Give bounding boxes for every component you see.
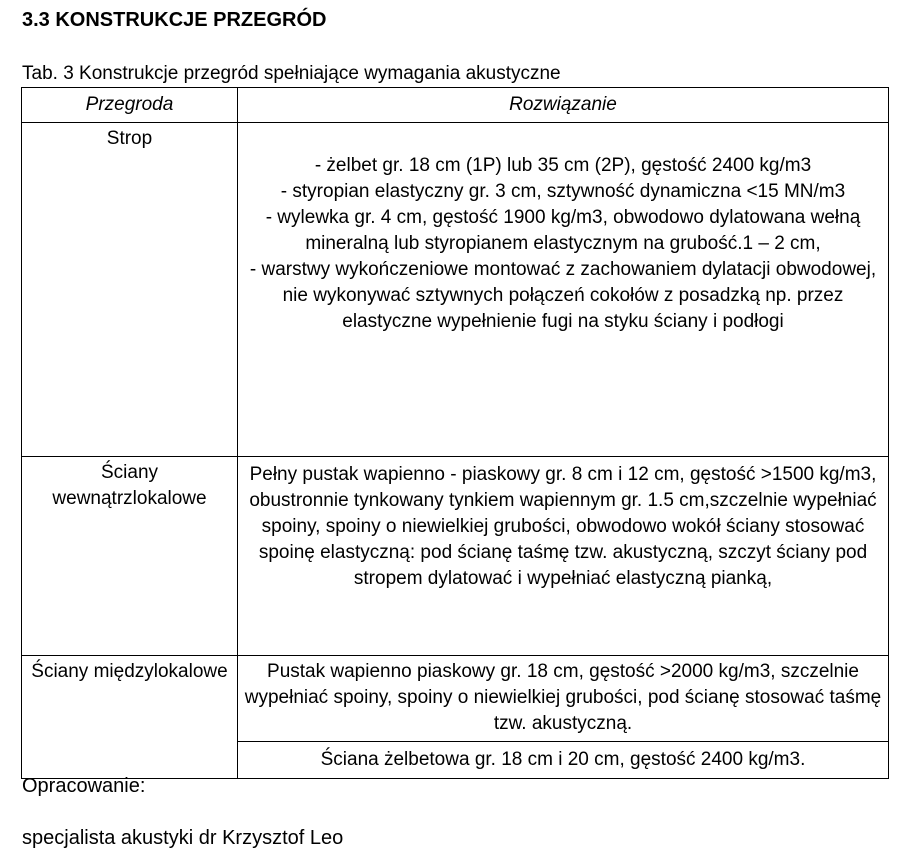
- solution-line: - żelbet gr. 18 cm (1P) lub 35 cm (2P), gęstość 2400 kg/m3: [314, 155, 812, 176]
- partition-solution: [238, 457, 889, 656]
- header-przegroda: Przegroda: [22, 88, 238, 123]
- partitions-table: [21, 87, 889, 779]
- partition-solution: [238, 742, 889, 779]
- table-row: [22, 656, 889, 742]
- solution-line: - warstwy wykończeniowe montować z zachowaniem dylatacji obwodowej, nie wykonywać sztywnych połączeń cokołów z posadzką np. przez elastyczne wypełnienie fugi na styku ściany i podłogi: [249, 259, 877, 332]
- header-rozwiazanie: Rozwiązanie: [238, 88, 889, 123]
- author-line: specjalista akustyki dr Krzysztof Leo: [22, 827, 344, 849]
- solution-line: - wylewka gr. 4 cm, gęstość 1900 kg/m3, obwodowo dylatowana wełną mineralną lub styropianem elastycznym na grubość.1 – 2 cm,: [265, 207, 861, 254]
- table-caption: Tab. 3 Konstrukcje przegród spełniające wymagania akustyczne: [22, 63, 561, 84]
- partition-solution: [238, 656, 889, 742]
- prepared-by-label: Opracowanie:: [22, 775, 146, 797]
- section-heading: 3.3 KONSTRUKCJE PRZEGRÓD: [22, 9, 327, 31]
- partition-solution: [238, 123, 889, 457]
- table-row: [22, 457, 889, 656]
- solution-line: Ściana żelbetowa gr. 18 cm i 20 cm, gęstość 2400 kg/m3.: [320, 749, 806, 770]
- solution-line: - styropian elastyczny gr. 3 cm, sztywność dynamiczna <15 MN/m3: [280, 181, 846, 202]
- solution-line: Pustak wapienno piaskowy gr. 18 cm, gęstość >2000 kg/m3, szczelnie wypełniać spoiny, spoiny o niewielkiej grubości, pod ścianę stosować taśmę tzw. akustyczną.: [244, 661, 882, 734]
- partition-name: Ściany wewnątrzlokalowe: [22, 457, 238, 656]
- table-row: [22, 123, 889, 457]
- solution-line: Pełny pustak wapienno - piaskowy gr. 8 cm i 12 cm, gęstość >1500 kg/m3, obustronnie tynkowany tynkiem wapiennym gr. 1.5 cm,szczelnie wypełniać spoiny, spoiny o niewielkiej grubości, obwodowo wokół ściany stosować spoinę elastyczną: pod ścianę taśmę tzw. akustyczną, szczyt ściany pod stropem dylatować i wypełniać elastyczną pianką,: [249, 464, 877, 589]
- partition-name: Strop: [22, 123, 238, 457]
- table-header-row: [22, 88, 889, 123]
- partition-name: Ściany międzylokalowe: [22, 656, 238, 779]
